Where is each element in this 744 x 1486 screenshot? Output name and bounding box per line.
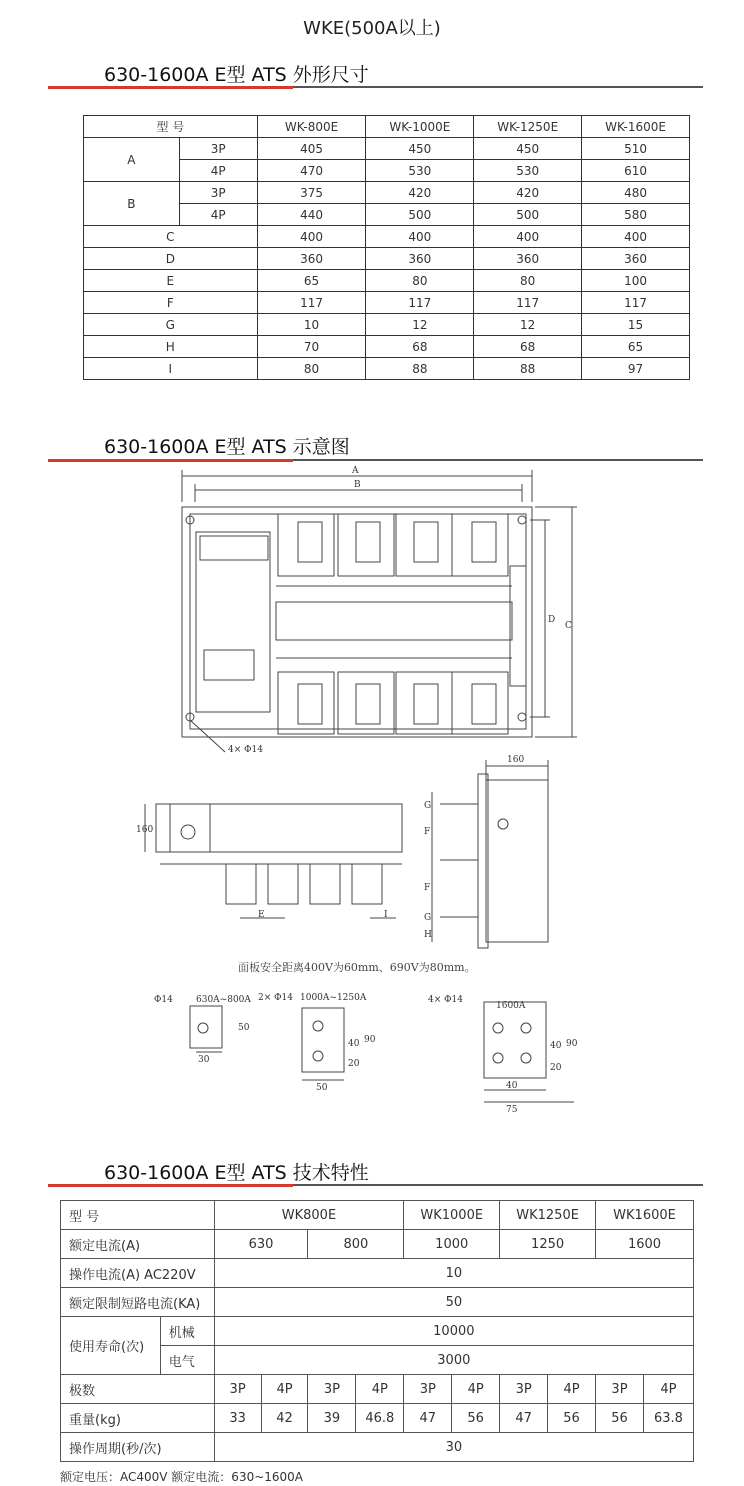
table-row bbox=[84, 138, 690, 160]
cell: 400 bbox=[582, 226, 690, 248]
table-row bbox=[84, 226, 690, 248]
term2-h3: 90 bbox=[364, 1035, 376, 1045]
term3-range: 1600A bbox=[496, 1001, 526, 1011]
cell: 405 bbox=[257, 138, 366, 160]
cell: 470 bbox=[257, 160, 366, 182]
term1-range: 630A~800A bbox=[196, 995, 251, 1005]
cell: 33 bbox=[214, 1404, 261, 1433]
cell: 440 bbox=[257, 204, 366, 226]
dim-label-e: E bbox=[258, 910, 265, 920]
cell: 3P bbox=[308, 1375, 356, 1404]
cell: 63.8 bbox=[643, 1404, 693, 1433]
cell: 100 bbox=[582, 270, 690, 292]
cell: 117 bbox=[474, 292, 582, 314]
cell: 4P bbox=[643, 1375, 693, 1404]
pole-label: 3P bbox=[179, 182, 257, 204]
cell: 3P bbox=[214, 1375, 261, 1404]
cell: 88 bbox=[366, 358, 474, 380]
cell: 530 bbox=[366, 160, 474, 182]
ats-technical-drawing bbox=[0, 462, 744, 1122]
term1-h: 50 bbox=[238, 1023, 250, 1033]
row-label: I bbox=[84, 358, 258, 380]
cell: 68 bbox=[474, 336, 582, 358]
dim-label-a: A bbox=[352, 466, 359, 476]
cell: 360 bbox=[366, 248, 474, 270]
cell: 450 bbox=[474, 138, 582, 160]
cell: 420 bbox=[474, 182, 582, 204]
table-row bbox=[84, 358, 690, 380]
model-header: WK-800E bbox=[257, 116, 366, 138]
dim-label-f: F bbox=[424, 883, 431, 893]
table-row bbox=[61, 1404, 694, 1433]
section-rule bbox=[48, 1184, 703, 1186]
table-header-row bbox=[84, 116, 690, 138]
dim-label-b: B bbox=[354, 480, 361, 490]
dimension-table bbox=[83, 115, 690, 380]
cell: 400 bbox=[474, 226, 582, 248]
cell: 88 bbox=[474, 358, 582, 380]
cell: 39 bbox=[308, 1404, 356, 1433]
cell: 4P bbox=[452, 1375, 500, 1404]
term1-w: 30 bbox=[198, 1055, 210, 1065]
cell: 10 bbox=[257, 314, 366, 336]
cell: 1600 bbox=[596, 1230, 694, 1259]
dim-label-f: F bbox=[424, 827, 431, 837]
model-cell: WK1600E bbox=[596, 1201, 694, 1230]
dim-label-g: G bbox=[424, 801, 432, 811]
pole-label: 4P bbox=[179, 160, 257, 182]
dim-label-160-top: 160 bbox=[507, 755, 525, 765]
row-label: 极数 bbox=[61, 1375, 215, 1404]
row-label: 操作电流(A) AC220V bbox=[61, 1259, 215, 1288]
table-row bbox=[61, 1317, 694, 1346]
section-rule bbox=[48, 86, 703, 88]
cell: 80 bbox=[257, 358, 366, 380]
row-label: D bbox=[84, 248, 258, 270]
dim-label-160-side: 160 bbox=[136, 825, 154, 835]
row-label: 型 号 bbox=[61, 1201, 215, 1230]
term2-range: 1000A~1250A bbox=[300, 993, 367, 1003]
cell: 80 bbox=[366, 270, 474, 292]
pole-label: 3P bbox=[179, 138, 257, 160]
header-label: 型 号 bbox=[84, 116, 258, 138]
cell: 360 bbox=[474, 248, 582, 270]
term3-w2: 75 bbox=[506, 1105, 518, 1115]
cell: 42 bbox=[261, 1404, 308, 1433]
cell: 12 bbox=[474, 314, 582, 336]
cell: 3P bbox=[596, 1375, 644, 1404]
term2-hole: 2× Φ14 bbox=[258, 993, 293, 1003]
term2-w: 50 bbox=[316, 1083, 328, 1093]
term2-h2: 20 bbox=[348, 1059, 360, 1069]
sub-label: 电气 bbox=[160, 1346, 214, 1375]
row-label: 重量(kg) bbox=[61, 1404, 215, 1433]
hole-note: 4× Φ14 bbox=[228, 745, 263, 755]
table-row bbox=[61, 1201, 694, 1230]
cell: 3P bbox=[404, 1375, 452, 1404]
cell: 400 bbox=[366, 226, 474, 248]
cell: 3000 bbox=[214, 1346, 693, 1375]
cell: 580 bbox=[582, 204, 690, 226]
cell: 65 bbox=[582, 336, 690, 358]
cell: 610 bbox=[582, 160, 690, 182]
cell: 480 bbox=[582, 182, 690, 204]
cell: 68 bbox=[366, 336, 474, 358]
term3-h3: 90 bbox=[566, 1039, 578, 1049]
dim-label-c: C bbox=[565, 621, 572, 631]
cell: 10 bbox=[214, 1259, 693, 1288]
term3-w1: 40 bbox=[506, 1081, 518, 1091]
cell: 56 bbox=[452, 1404, 500, 1433]
row-label: 额定限制短路电流(KA) bbox=[61, 1288, 215, 1317]
row-label: F bbox=[84, 292, 258, 314]
cell: 375 bbox=[257, 182, 366, 204]
row-label: 使用寿命(次) bbox=[61, 1317, 161, 1375]
cell: 56 bbox=[596, 1404, 644, 1433]
table-row bbox=[84, 292, 690, 314]
pole-label: 4P bbox=[179, 204, 257, 226]
row-label: A bbox=[84, 138, 180, 182]
cell: 1250 bbox=[500, 1230, 596, 1259]
term3-h1: 40 bbox=[550, 1041, 562, 1051]
row-label: 额定电流(A) bbox=[61, 1230, 215, 1259]
term2-h1: 40 bbox=[348, 1039, 360, 1049]
cell: 12 bbox=[366, 314, 474, 336]
cell: 117 bbox=[366, 292, 474, 314]
cell: 30 bbox=[214, 1433, 693, 1462]
dim-label-i: I bbox=[384, 910, 388, 920]
model-header: WK-1250E bbox=[474, 116, 582, 138]
row-label: C bbox=[84, 226, 258, 248]
sub-label: 机械 bbox=[160, 1317, 214, 1346]
table-row bbox=[61, 1288, 694, 1317]
tech-spec-table bbox=[60, 1200, 694, 1462]
table-row bbox=[84, 182, 690, 204]
page-title: WKE(500A以上) bbox=[303, 18, 441, 39]
dim-label-h: H bbox=[424, 930, 432, 940]
cell: 360 bbox=[257, 248, 366, 270]
term3-hole: 4× Φ14 bbox=[428, 995, 463, 1005]
model-header: WK-1000E bbox=[366, 116, 474, 138]
cell: 4P bbox=[356, 1375, 404, 1404]
cell: 360 bbox=[582, 248, 690, 270]
cell: 47 bbox=[404, 1404, 452, 1433]
cell: 65 bbox=[257, 270, 366, 292]
table-row bbox=[84, 248, 690, 270]
cell: 97 bbox=[582, 358, 690, 380]
cell: 47 bbox=[500, 1404, 548, 1433]
cell: 15 bbox=[582, 314, 690, 336]
cell: 70 bbox=[257, 336, 366, 358]
table-row bbox=[61, 1230, 694, 1259]
cell: 4P bbox=[261, 1375, 308, 1404]
cell: 500 bbox=[366, 204, 474, 226]
section-title-dimensions: 630-1600A E型 ATS 外形尺寸 bbox=[104, 64, 369, 86]
cell: 400 bbox=[257, 226, 366, 248]
cell: 530 bbox=[474, 160, 582, 182]
model-header: WK-1600E bbox=[582, 116, 690, 138]
cell: 117 bbox=[582, 292, 690, 314]
table-row bbox=[61, 1433, 694, 1462]
row-label: B bbox=[84, 182, 180, 226]
cell: 630 bbox=[214, 1230, 308, 1259]
model-cell: WK1000E bbox=[404, 1201, 500, 1230]
table-row bbox=[61, 1259, 694, 1288]
cell: 3P bbox=[500, 1375, 548, 1404]
cell: 46.8 bbox=[356, 1404, 404, 1433]
table-row bbox=[61, 1375, 694, 1404]
footer-note: 额定电压：AC400V 额定电流：630~1600A bbox=[60, 1470, 304, 1484]
cell: 500 bbox=[474, 204, 582, 226]
row-label: G bbox=[84, 314, 258, 336]
cell: 420 bbox=[366, 182, 474, 204]
cell: 4P bbox=[548, 1375, 596, 1404]
section-title-tech: 630-1600A E型 ATS 技术特性 bbox=[104, 1162, 369, 1184]
model-cell: WK800E bbox=[214, 1201, 404, 1230]
cell: 80 bbox=[474, 270, 582, 292]
row-label: E bbox=[84, 270, 258, 292]
cell: 50 bbox=[214, 1288, 693, 1317]
cell: 1000 bbox=[404, 1230, 500, 1259]
table-row bbox=[84, 336, 690, 358]
cell: 450 bbox=[366, 138, 474, 160]
section-title-diagram: 630-1600A E型 ATS 示意图 bbox=[104, 436, 350, 458]
model-cell: WK1250E bbox=[500, 1201, 596, 1230]
cell: 117 bbox=[257, 292, 366, 314]
table-row bbox=[84, 270, 690, 292]
row-label: H bbox=[84, 336, 258, 358]
cell: 510 bbox=[582, 138, 690, 160]
cell: 10000 bbox=[214, 1317, 693, 1346]
table-row bbox=[84, 314, 690, 336]
cell: 800 bbox=[308, 1230, 404, 1259]
dim-label-d: D bbox=[548, 615, 556, 625]
term3-h2: 20 bbox=[550, 1063, 562, 1073]
row-label: 操作周期(秒/次) bbox=[61, 1433, 215, 1462]
dim-label-g: G bbox=[424, 913, 432, 923]
cell: 56 bbox=[548, 1404, 596, 1433]
section-rule bbox=[48, 459, 703, 461]
drawing-caption: 面板安全距离400V为60mm、690V为80mm。 bbox=[238, 961, 476, 974]
term1-hole: Φ14 bbox=[154, 995, 173, 1005]
